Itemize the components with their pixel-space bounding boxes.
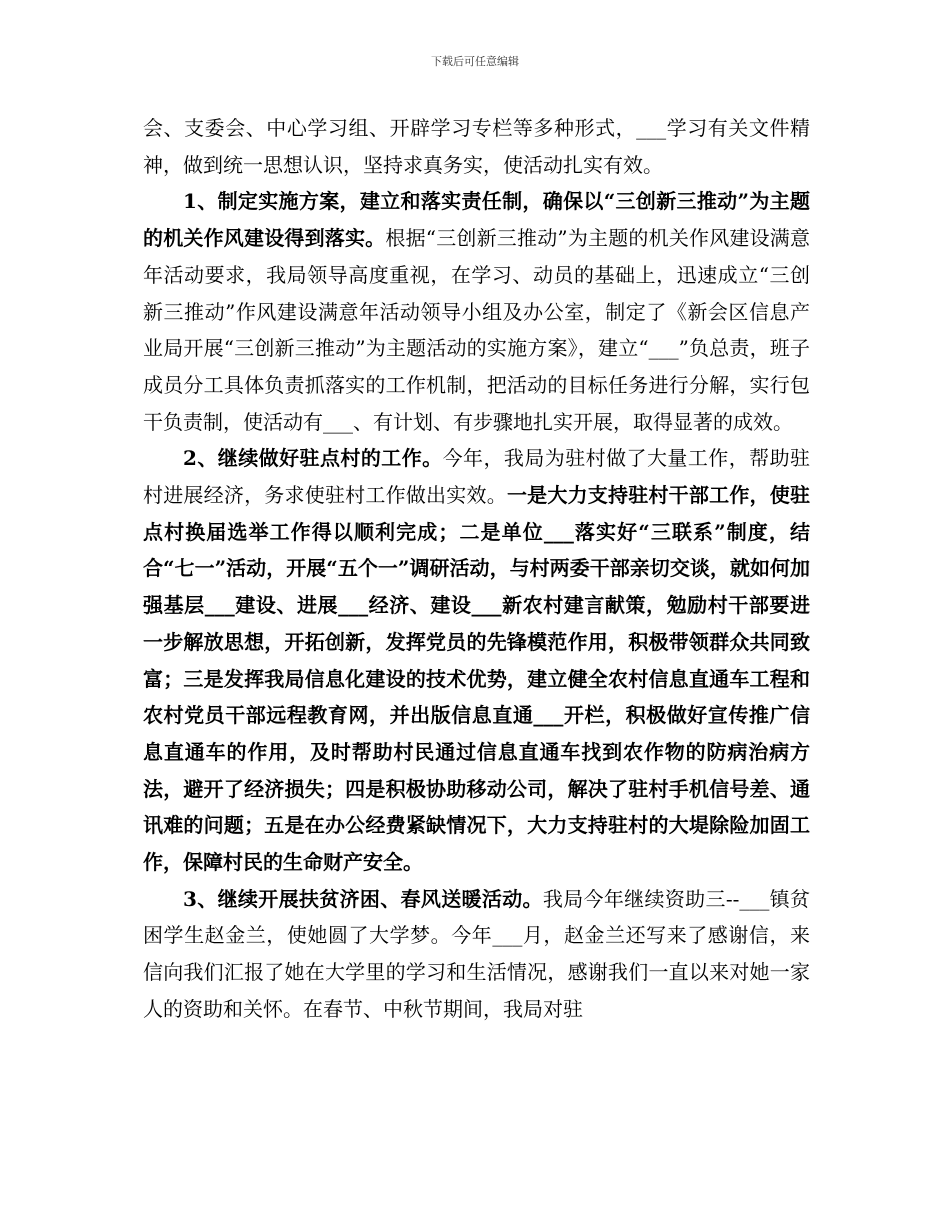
section-2-body: 今年，我局为驻村做了大量工作，帮助驻村进展经济，务求使驻村工作做出实效。 bbox=[143, 446, 811, 508]
document-body bbox=[143, 110, 810, 1028]
intro-paragraph: 会、支委会、中心学习组、开辟学习专栏等多种形式，___学习有关文件精神，做到统一思想认识，坚持求真务实，使活动扎实有效。 bbox=[143, 116, 810, 177]
section-3-body: 我局今年继续资助三--___镇贫困学生赵金兰，使她圆了大学梦。今年___月，赵金兰还写来了感谢信，来信向我们汇报了她在大学里的学习和生活情况，感谢我们一直以来对她一家人的资助和关怀。在春节、中秋节期间，我局对驻 bbox=[143, 886, 811, 1021]
section-3-title: 3、继续开展扶贫济困、春风送暖活动。 bbox=[183, 886, 543, 911]
section-3-paragraph bbox=[143, 881, 810, 1028]
section-2-title: 2、继续做好驻点村的工作。 bbox=[183, 446, 443, 471]
section-2-paragraph bbox=[143, 440, 810, 880]
section-2-body-bold: 一是大力支持驻村干部工作，使驻点村换届选举工作得以顺利完成；二是单位___落实好“三联系”制度，结合“七一”活动，开展“五个一”调研活动，与村两委干部亲切交谈，就如何加强基层___建设、进展___经济、建设___新农村建言献策，勉励村干部要进一步解放思想，开拓创新，发挥党员的先锋模范作用，积极带领群众共同致富；三是发挥我局信息化建设的技术优势，建立健全农村信息直通车工程和农村党员干部远程教育网，并出版信息直通___开栏，积极做好宣传推广信息直通车的作用，及时帮助村民通过信息直通车找到农作物的防病治病方法，避开了经济损失；四是积极协助移动公司，解决了驻村手机信号差、通讯难的问题；五是在办公经费紧缺情况下，大力支持驻村的大堤除险加固工作，保障村民的生命财产安全。 bbox=[143, 483, 810, 875]
page-header: 下载后可任意编辑 bbox=[431, 55, 519, 68]
section-1-paragraph bbox=[143, 183, 810, 440]
section-1-title: 1、制定实施方案，建立和落实责任制，确保以“三创新三推动”为主题的机关作风建设得到落实。 bbox=[143, 189, 810, 251]
section-1-body: 根据“三创新三推动”为主题的机关作风建设满意年活动要求，我局领导高度重视，在学习、动员的基础上，迅速成立“三创新三推动”作风建设满意年活动领导小组及办公室，制定了《新会区信息产业局开展“三创新三推动”为主题活动的实施方案》，建立“___”负总责，班子成员分工具体负责抓落实的工作机制，把活动的目标任务进行分解，实行包干负责制，使活动有___、有计划、有步骤地扎实开展，取得显著的成效。 bbox=[143, 226, 811, 434]
